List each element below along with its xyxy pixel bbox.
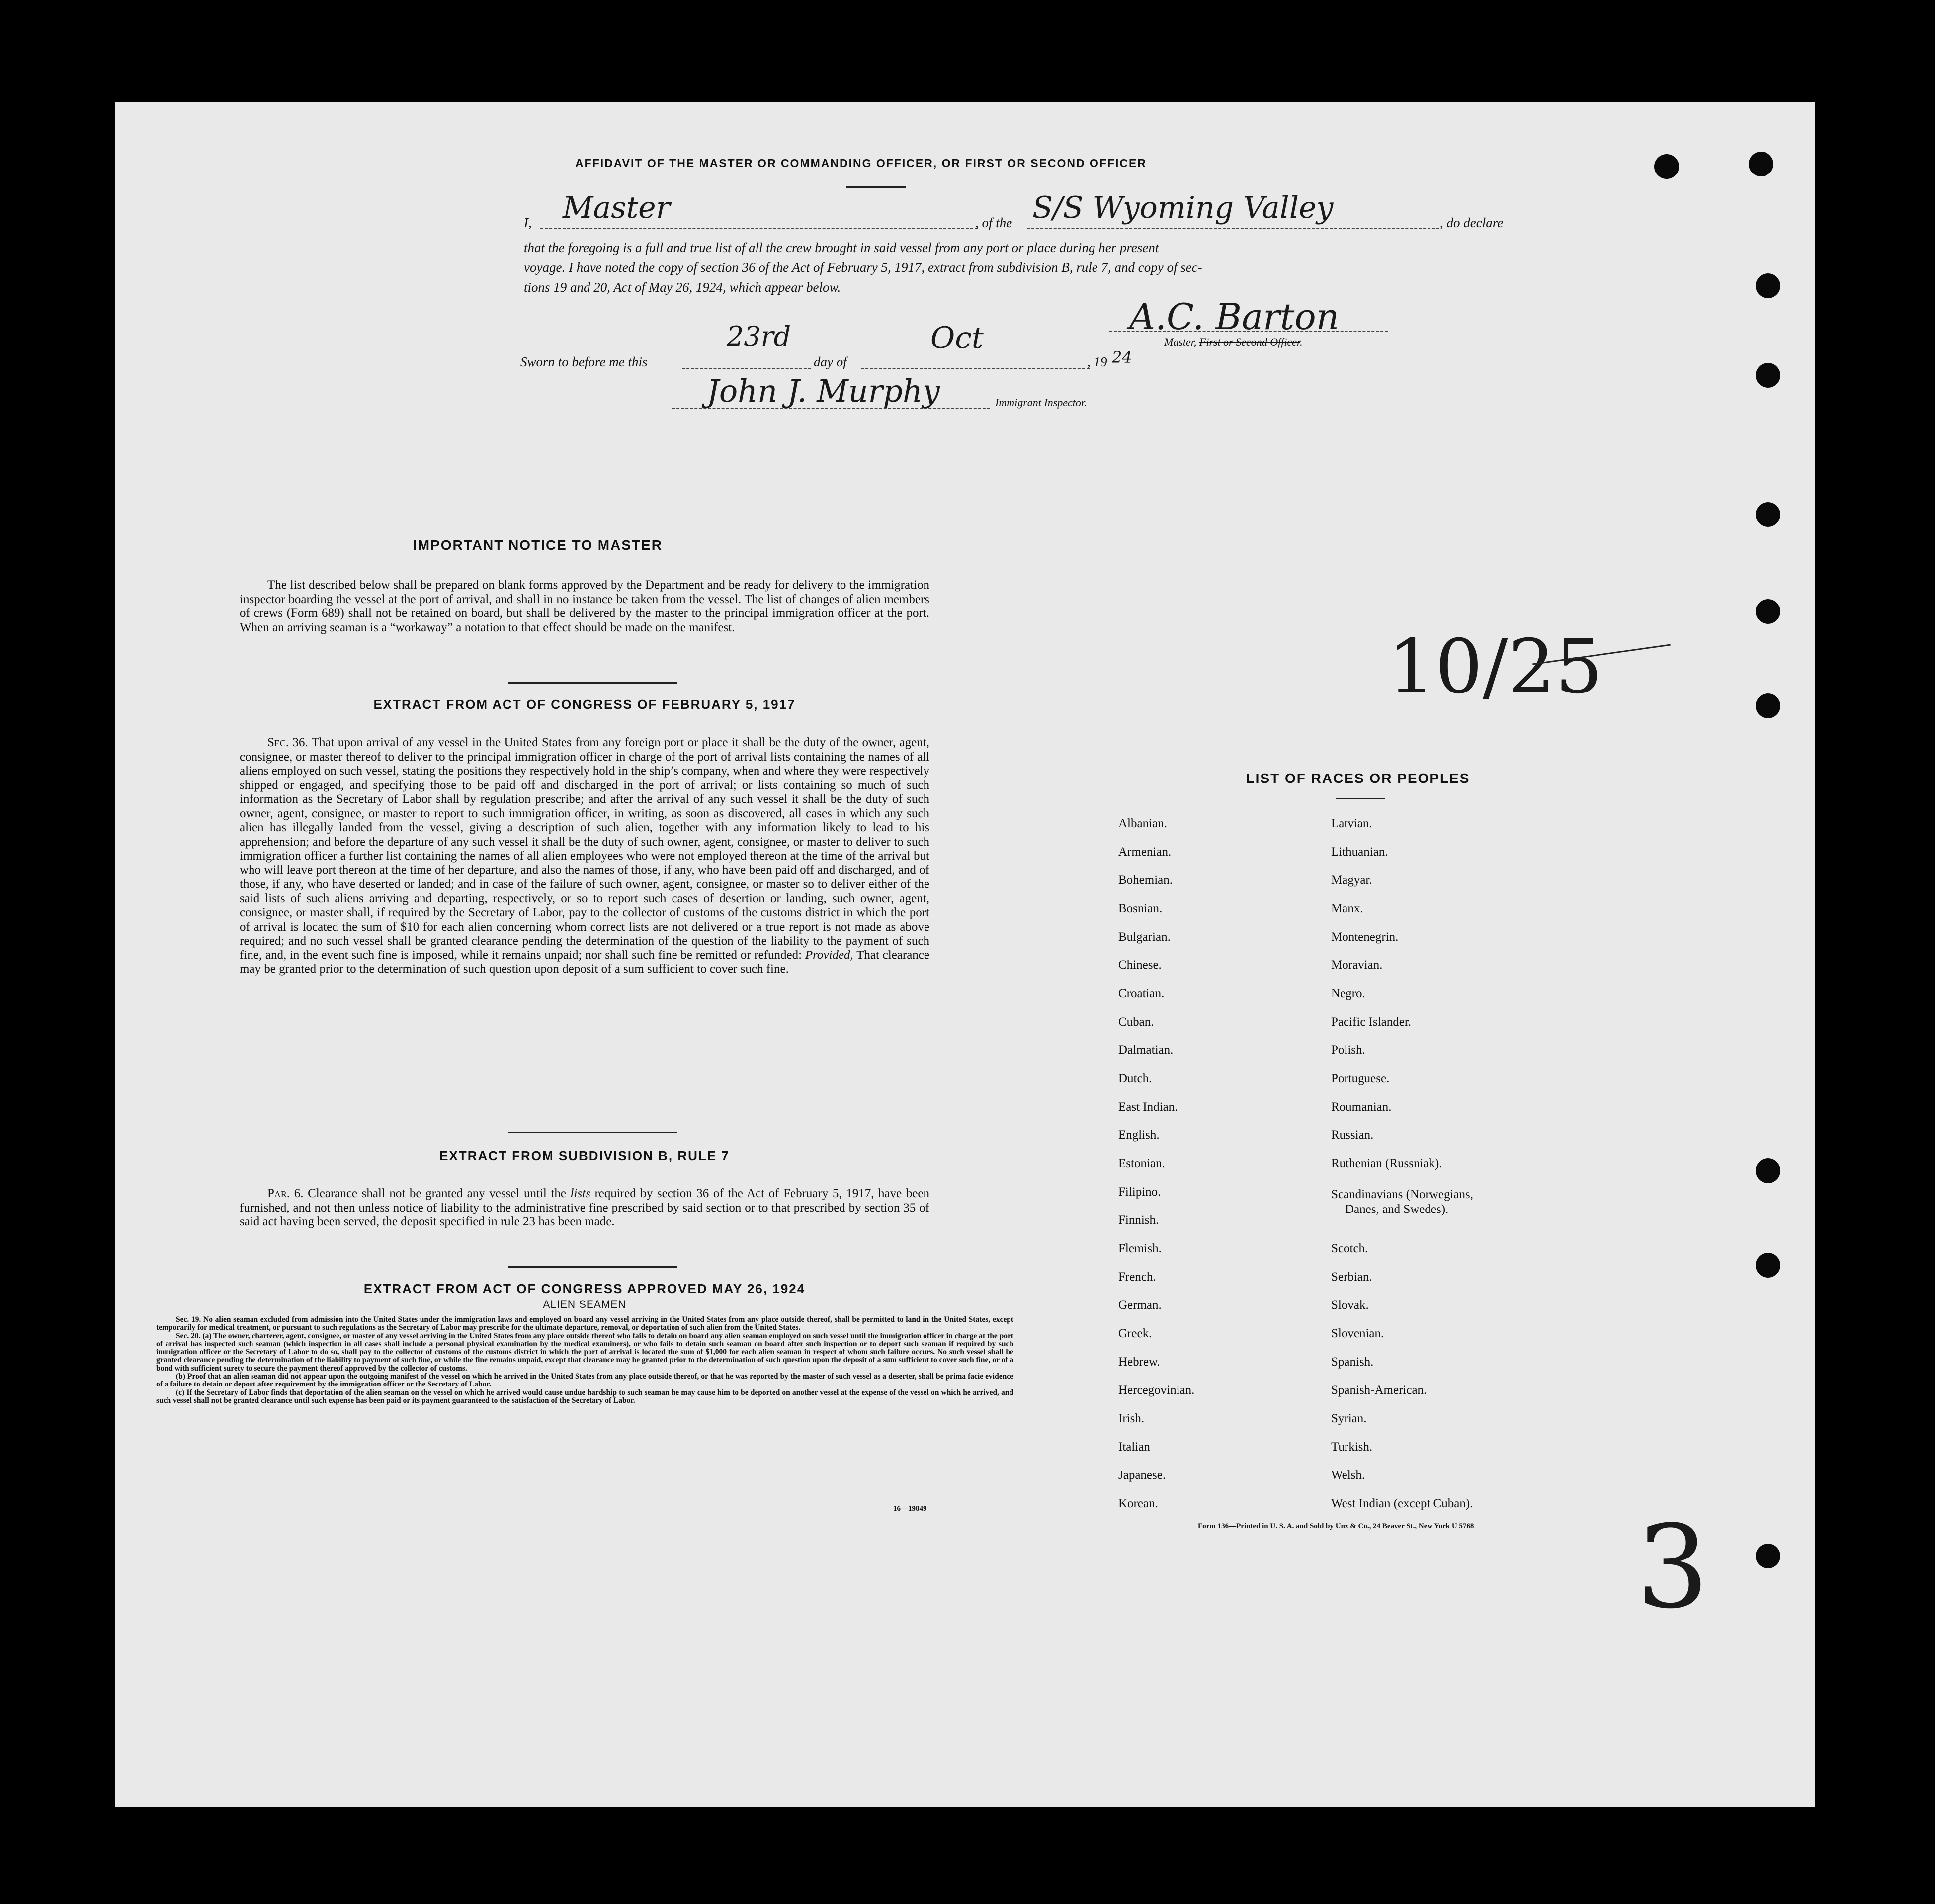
race-right-item: Danes, and Swedes). [1345, 1203, 1449, 1216]
race-left-item: Croatian. [1118, 987, 1165, 1000]
race-left-item: Estonian. [1118, 1157, 1165, 1170]
race-left-item: Finnish. [1118, 1213, 1159, 1227]
races-rule [1336, 798, 1385, 799]
punch-hole [1756, 693, 1780, 718]
affidavit-line-3: voyage. I have noted the copy of section 36 of the Act of February 5, 1917, extract from subdivision B, rule 7, and copy of sec- [524, 260, 1202, 275]
punch-hole [1756, 1158, 1780, 1183]
sec-20-b: (b) Proof that an alien seaman did not appear upon the outgoing manifest of the vessel on which he arrived in the United States from any place outside thereof, or that he was reported by the master of such vessel as a deserter, shall be prima facie evidence of a failure to detain or deport after requirement by the immigration officer or the Secretary of Labor. [156, 1372, 1013, 1389]
extract-1924-subtitle: ALIEN SEAMEN [543, 1299, 626, 1310]
punch-hole [1756, 599, 1780, 624]
signature-caption: Master, First or Second Officer. [1164, 336, 1303, 348]
form-code: 16—19849 [893, 1505, 927, 1513]
race-right-item: Moravian. [1331, 958, 1383, 972]
race-left-item: Korean. [1118, 1497, 1158, 1510]
race-right-item: Slovenian. [1331, 1327, 1384, 1340]
filled-month: Oct [930, 321, 984, 355]
race-left-item: Armenian. [1118, 845, 1172, 859]
form-sheet [115, 102, 1815, 1807]
inspector-blank [672, 408, 990, 409]
race-left-item: French. [1118, 1270, 1156, 1284]
struck-caption: First or Second Officer [1199, 336, 1300, 348]
race-left-item: Bosnian. [1118, 902, 1163, 915]
signature-blank [1109, 331, 1388, 332]
race-right-item: Negro. [1331, 987, 1365, 1000]
race-left-item: Greek. [1118, 1327, 1152, 1340]
punch-hole [1756, 1544, 1780, 1568]
section-rule-1 [508, 682, 677, 684]
lists-word: lists [570, 1187, 590, 1200]
punch-hole [1756, 502, 1780, 527]
races-title: LIST OF RACES OR PEOPLES [1246, 771, 1470, 786]
race-left-item: Flemish. [1118, 1242, 1162, 1255]
race-right-item: Manx. [1331, 902, 1363, 915]
filled-day: 23rd [727, 321, 791, 352]
race-left-item: Cuban. [1118, 1015, 1154, 1029]
race-left-item: Albanian. [1118, 817, 1167, 830]
race-right-item: Spanish. [1331, 1355, 1374, 1369]
notice-body: The list described below shall be prepared on blank forms approved by the Department and be ready for delivery to the immigration inspector boarding the vessel at the port of arrival, and shall in no instance be taken from the vessel. The list of changes of alien members of crews (Form 689) shall not be retained on board, but shall be delivered by the master to the principal immigration officer at the port. When an arriving seaman is a “workaway” a notation to that effect should be made on the manifest. [240, 578, 929, 634]
race-right-item: Montenegrin. [1331, 930, 1399, 944]
affidavit-do-declare: , do declare [1440, 215, 1504, 230]
inspector-caption: Immigrant Inspector. [995, 396, 1087, 409]
name-blank [540, 228, 978, 229]
race-left-item: German. [1118, 1298, 1162, 1312]
race-left-item: Irish. [1118, 1412, 1145, 1425]
sec-20-a: Sec. 20. (a) The owner, charterer, agent, consignee, or master of any vessel arriving in the United States from any place outside thereof who fails to detain on board any alien seaman employed on such vessel until the immigration officer in charge at the port of arrival has inspected such seaman (which inspection in all cases shall include a personal physical examination by the medical examiners), or who fails to detain such seaman on board after such inspection or to deport such seaman if required by such immigration officer or the Secretary of Labor to do so, shall pay to the collector of customs of the customs district in which the port of arrival is located the sum of $1,000 for each alien seaman in respect of whom such failure occurs. No such vessel shall be granted clearance pending the determination of the liability to payment of such fine, or while the fine remains unpaid, except that clearance may be granted prior to the determination of such question upon the deposit of a sum sufficient to cover such fine, or of a bond with sufficient surety to secure the payment thereof approved by the collector of customs. [156, 1331, 1013, 1373]
race-left-item: Bohemian. [1118, 873, 1173, 887]
filled-vessel: S/S Wyoming Valley [1032, 190, 1334, 225]
race-right-item: Welsh. [1331, 1469, 1365, 1482]
notice-body-block [240, 578, 929, 635]
race-right-item: Russian. [1331, 1128, 1374, 1142]
race-right-item: Slovak. [1331, 1298, 1369, 1312]
punch-hole [1756, 1253, 1780, 1278]
extract-1917-body: Sec. 36. That upon arrival of any vessel in the United States from any foreign port or place it shall be the duty of the owner, agent, consignee, or master thereof to deliver to the principal immigration officer in charge of the port of arrival lists containing the names of all aliens employed on such vessel, stating the positions they respectively hold in the ship’s company, when and where they were respectively shipped or engaged, and specifying those to be paid off and discharged in the port of arrival; or lists containing so much of such information as the Secretary of Labor shall by regulation prescribe; and after the arrival of any such vessel it shall be the duty of such owner, agent, consignee, or master to report to such immigration officer, in writing, as soon as discovered, all cases in which any such alien has illegally landed from the vessel, giving a description of such alien, together with any information likely to lead to his apprehension; and before the departure of any such vessel it shall be the duty of such owner, agent, consignee, or master to deliver to such immigration officer a further list containing the names of all alien employees who were not employed thereon at the time of the arrival but who will leave port thereon at the time of her departure, and also the names of those, if any, who have been paid off and discharged, and of those, if any, who have deserted or landed; and in case of the failure of such owner, agent, consignee, or master so to deliver either of the said lists of such aliens arriving and departing, respectively, or so to report such cases of desertion or landing, such owner, agent, consignee, or master shall, if required by the Secretary of Labor, pay to the collector of customs of the customs district in which the port of arrival is located the sum of $10 for each alien concerning whom correct lists are not delivered or a true report is not made as above required; and no such vessel shall be granted clearance pending the determination of the question of the liability to the payment of such fine, and, in the event such fine is imposed, while it remains unpaid; nor shall such fine be remitted or refunded: Provided, That clearance may be granted prior to the determination of such question upon deposit of a sum sufficient to cover such fine. [240, 736, 929, 976]
sec-19: Sec. 19. No alien seaman excluded from admission into the United States under the immigration laws and employed on board any vessel arriving in the United States from any place outside thereof, shall be permitted to land in the United States, except temporarily for medical treatment, or pursuant to such regulations as the Secretary of Labor may prescribe for the ultimate departure, removal, or deportation of such alien from the United States. [156, 1315, 1013, 1332]
race-right-item: Magyar. [1331, 873, 1372, 887]
notice-title: IMPORTANT NOTICE TO MASTER [413, 537, 663, 553]
race-right-item: Scandinavians (Norwegians, [1331, 1188, 1474, 1201]
title-rule [846, 186, 906, 188]
race-left-item: Japanese. [1118, 1469, 1166, 1482]
race-right-item: West Indian (except Cuban). [1331, 1497, 1473, 1510]
vessel-blank [1027, 228, 1439, 229]
extract-rule7-body: Par. 6. Clearance shall not be granted any vessel until the lists required by section 36 of the Act of February 5, 1917, have been furnished, and not then unless notice of liability to the administrative fine prescribed by said section or to that prescribed by section 35 of said act having been served, the deposit specified in rule 23 has been made. [240, 1187, 930, 1228]
race-left-item: Dutch. [1118, 1072, 1152, 1085]
sec-20-c: (c) If the Secretary of Labor finds that deportation of the alien seaman on the vessel on which he arrived would cause undue hardship to such seaman he may cause him to be deported on another vessel at the expense of the vessel on which he arrived, and such vessel shall not be granted clearance until such expense has been paid or its payment guaranteed to the satisfaction of the Secretary of Labor. [156, 1388, 1013, 1405]
race-left-item: Filipino. [1118, 1185, 1161, 1199]
section-rule-2 [508, 1132, 677, 1133]
race-right-item: Latvian. [1331, 817, 1372, 830]
race-left-item: Hebrew. [1118, 1355, 1160, 1369]
sworn-year-prefix: , 19 [1087, 354, 1107, 369]
sworn-day-label: day of [814, 354, 847, 369]
affidavit-line-4: tions 19 and 20, Act of May 26, 1924, which appear below. [524, 280, 841, 295]
extract-rule7-title: EXTRACT FROM SUBDIVISION B, RULE 7 [439, 1148, 730, 1163]
form-footer: Form 136—Printed in U. S. A. and Sold by Unz & Co., 24 Beaver St., New York U 5768 [1198, 1522, 1474, 1530]
race-right-item: Roumanian. [1331, 1100, 1392, 1114]
race-right-item: Lithuanian. [1331, 845, 1388, 859]
punch-hole [1756, 273, 1780, 298]
filled-year: 24 [1112, 348, 1132, 367]
race-right-item: Serbian. [1331, 1270, 1372, 1284]
race-left-item: Bulgarian. [1118, 930, 1171, 944]
extract-rule7-body-block [240, 1187, 929, 1229]
race-right-item: Turkish. [1331, 1440, 1373, 1454]
race-right-item: Pacific Islander. [1331, 1015, 1412, 1029]
inspector-signature: John J. Murphy [707, 373, 940, 409]
affidavit-of-the: , of the [975, 215, 1012, 230]
punch-hole [1756, 363, 1780, 388]
punch-hole [1749, 152, 1773, 176]
race-right-item: Spanish-American. [1331, 1384, 1427, 1397]
date-note: 10/25 [1388, 624, 1603, 710]
race-left-item: Chinese. [1118, 958, 1162, 972]
race-right-item: Scotch. [1331, 1242, 1368, 1255]
race-left-item: Dalmatian. [1118, 1043, 1174, 1057]
race-left-item: East Indian. [1118, 1100, 1178, 1114]
extract-1924-body [156, 1316, 1013, 1405]
filled-name: Master [563, 190, 671, 225]
race-right-item: Portuguese. [1331, 1072, 1390, 1085]
extract-1917-body-block [240, 736, 929, 977]
par-6-label: Par. 6. [267, 1187, 304, 1200]
race-right-item: Ruthenian (Russniak). [1331, 1157, 1442, 1170]
race-right-item: Syrian. [1331, 1412, 1367, 1425]
master-signature: A.C. Barton [1129, 296, 1340, 338]
affidavit-line-2: that the foregoing is a full and true list of all the crew brought in said vessel from any port or place during her present [524, 240, 1159, 255]
punch-hole [1654, 154, 1679, 179]
sec-36-label: Sec. 36. [267, 736, 308, 749]
affidavit-i: I, [524, 215, 532, 230]
page-number: 3 [1636, 1501, 1709, 1634]
race-left-item: Hercegovinian. [1118, 1384, 1195, 1397]
provided-word: Provided, [805, 948, 853, 962]
race-left-item: Italian [1118, 1440, 1150, 1454]
race-left-item: English. [1118, 1128, 1160, 1142]
race-right-item: Polish. [1331, 1043, 1365, 1057]
day-blank [682, 368, 811, 369]
section-rule-3 [508, 1266, 677, 1268]
extract-1924-title: EXTRACT FROM ACT OF CONGRESS APPROVED MAY 26, 1924 [363, 1281, 806, 1296]
month-blank [861, 368, 1090, 369]
affidavit-title: AFFIDAVIT OF THE MASTER OR COMMANDING OFFICER, OR FIRST OR SECOND OFFICER [575, 157, 1147, 170]
sworn-prefix: Sworn to before me this [520, 354, 648, 369]
extract-1917-title: EXTRACT FROM ACT OF CONGRESS OF FEBRUARY 5, 1917 [373, 697, 796, 712]
